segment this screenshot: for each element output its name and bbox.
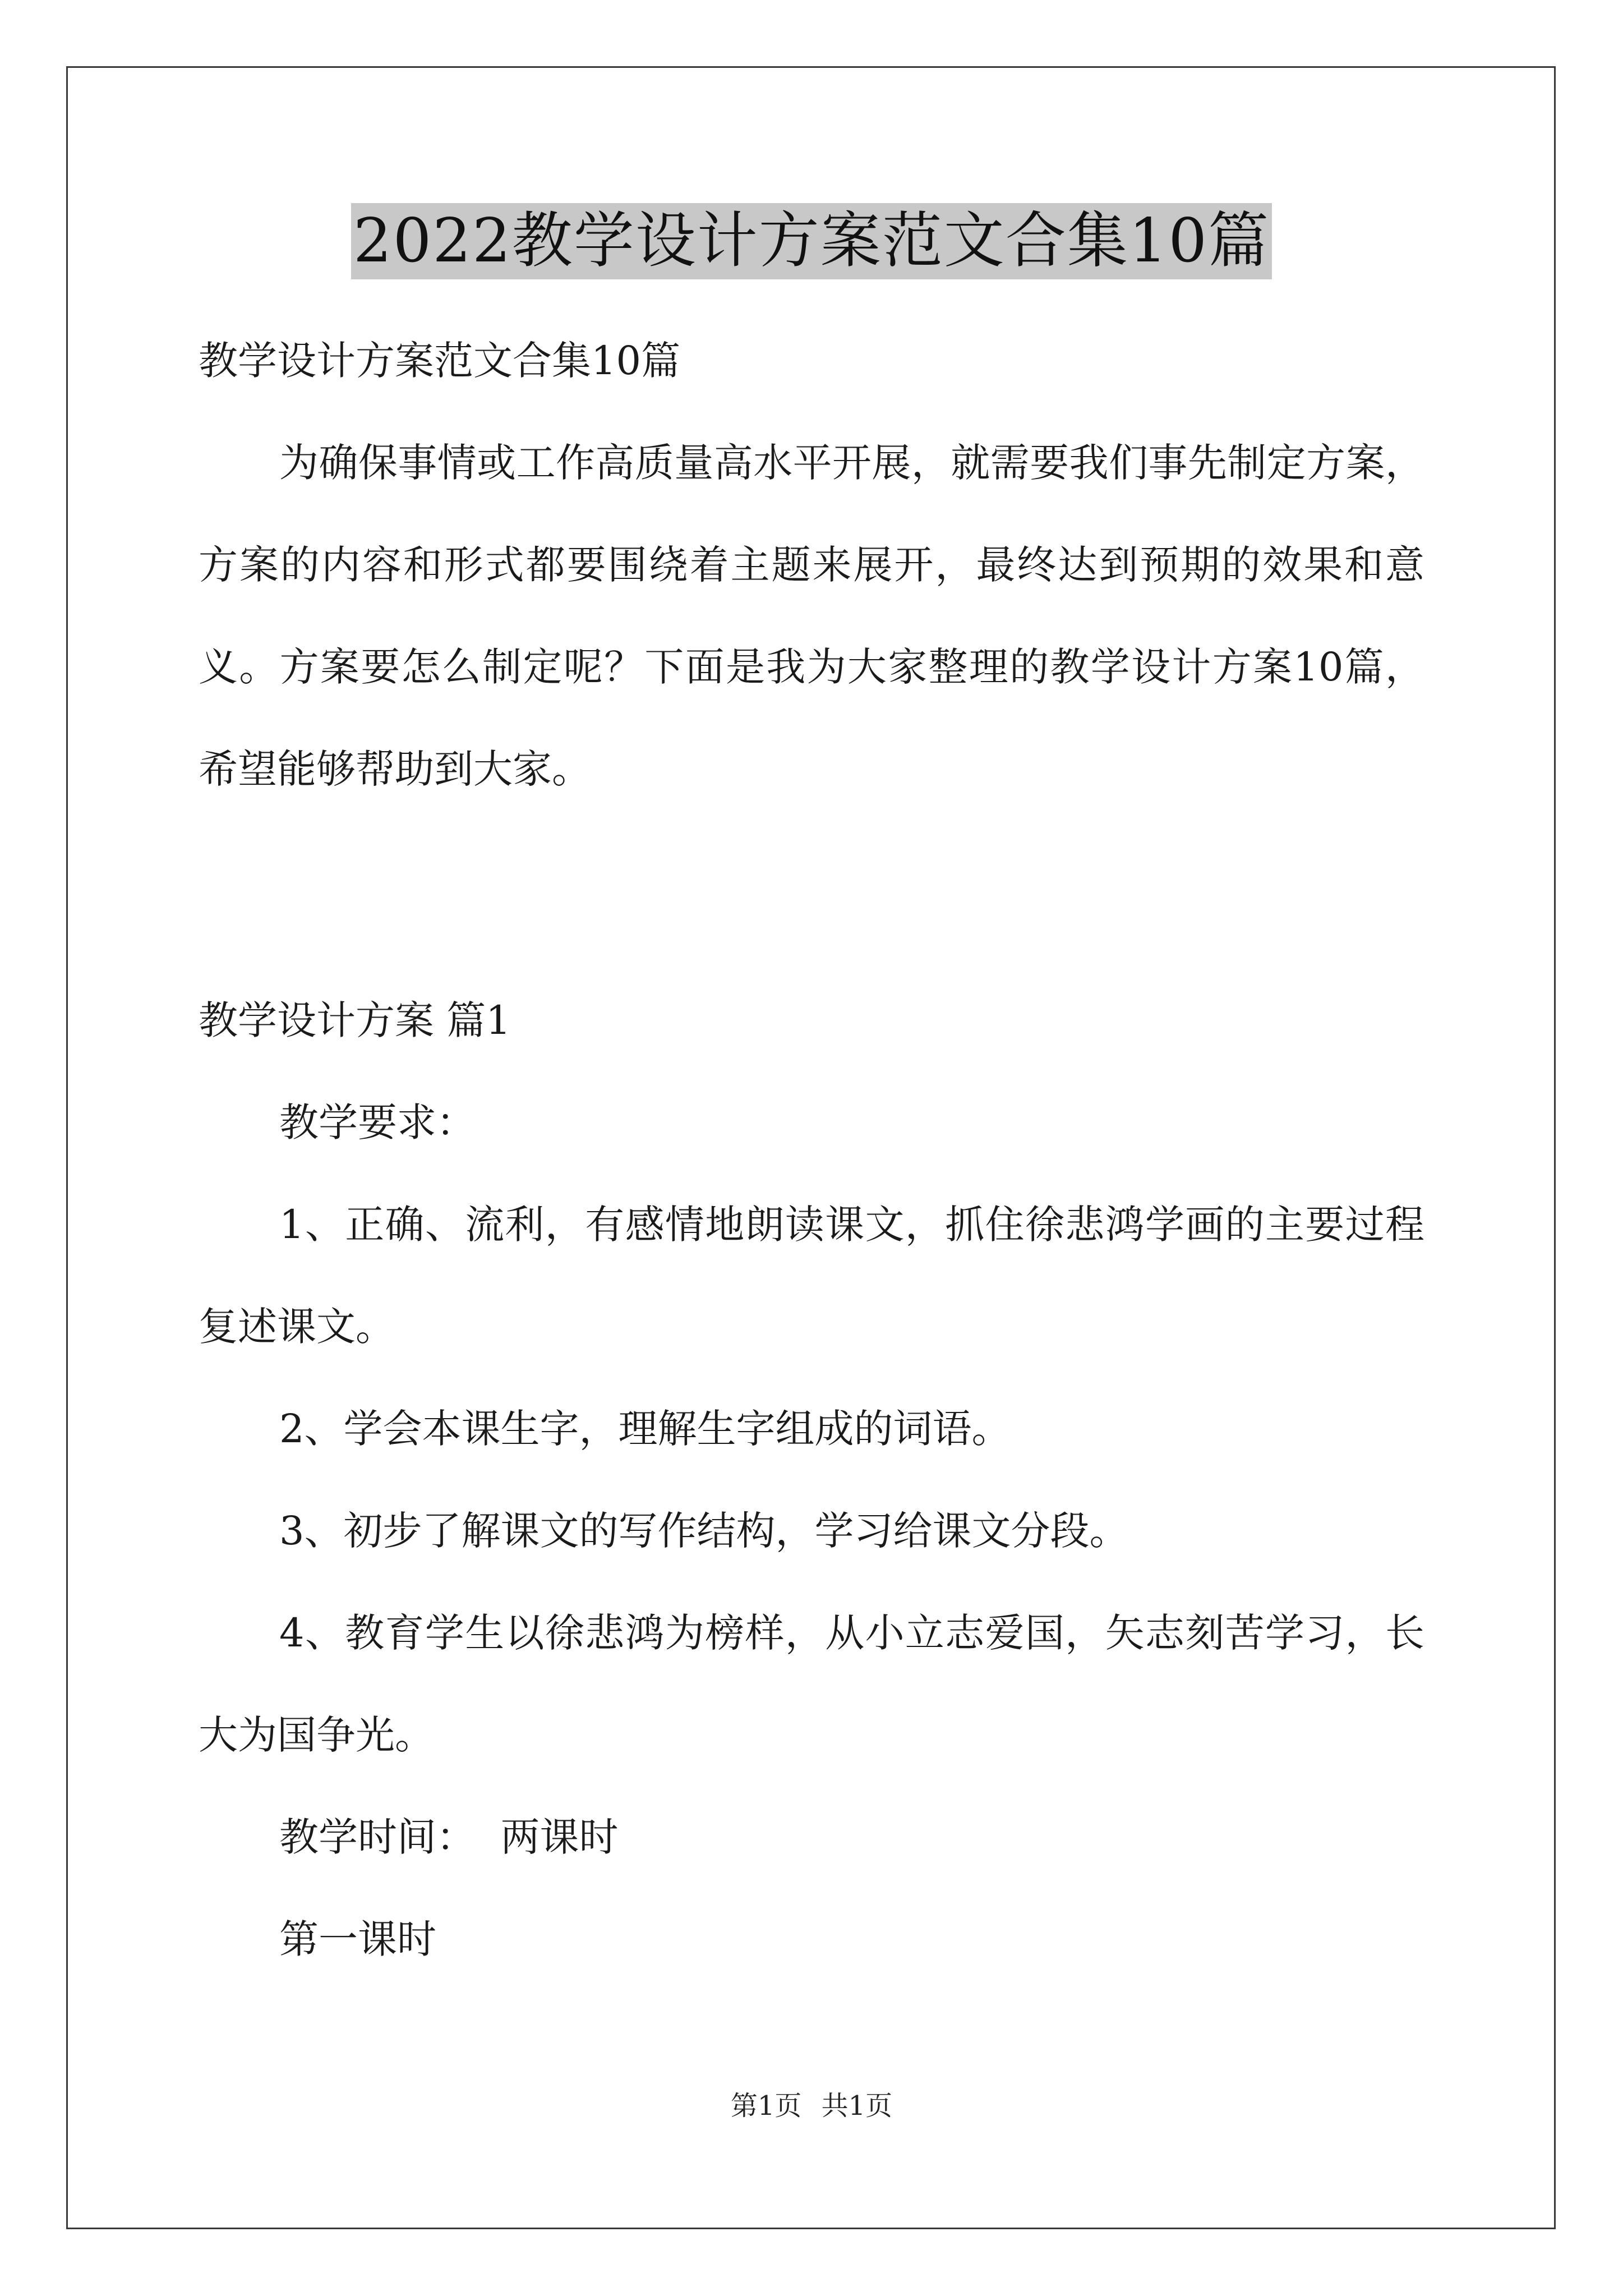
page-number-current: 第1页 xyxy=(730,2090,802,2122)
document-title: 2022教学设计方案范文合集10篇 xyxy=(351,203,1272,279)
page-number-total: 共1页 xyxy=(821,2090,893,2122)
requirement-1-line-2: 复述课文。 xyxy=(199,1304,395,1350)
document-subtitle: 教学设计方案范文合集10篇 xyxy=(199,338,681,384)
requirements-label: 教学要求： xyxy=(279,1099,476,1145)
requirement-2: 2、学会本课生字，理解生字组成的词语。 xyxy=(279,1406,1011,1452)
teaching-time: 教学时间： 两课时 xyxy=(279,1814,619,1860)
title-container xyxy=(0,203,1623,279)
requirement-4-line-2: 大为国争光。 xyxy=(199,1712,434,1758)
page-border xyxy=(66,66,1556,2229)
requirement-3: 3、初步了解课文的写作结构，学习给课文分段。 xyxy=(279,1508,1129,1554)
first-lesson-heading: 第一课时 xyxy=(279,1916,436,1962)
requirement-4-line-1: 4、教育学生以徐悲鸿为榜样，从小立志爱国，矢志刻苦学习，长 xyxy=(279,1610,1424,1656)
intro-paragraph-line-3: 义。方案要怎么制定呢？下面是我为大家整理的教学设计方案10篇， xyxy=(199,644,1424,690)
intro-paragraph-line-2: 方案的内容和形式都要围绕着主题来展开，最终达到预期的效果和意 xyxy=(199,542,1424,588)
requirement-1-line-1: 1、正确、流利，有感情地朗读课文，抓住徐悲鸿学画的主要过程 xyxy=(279,1202,1424,1248)
section-heading: 教学设计方案 篇1 xyxy=(199,997,511,1043)
intro-paragraph-line-4: 希望能够帮助到大家。 xyxy=(199,746,591,792)
page-footer xyxy=(0,2089,1623,2123)
intro-paragraph-line-1: 为确保事情或工作高质量高水平开展，就需要我们事先制定方案， xyxy=(279,440,1424,486)
